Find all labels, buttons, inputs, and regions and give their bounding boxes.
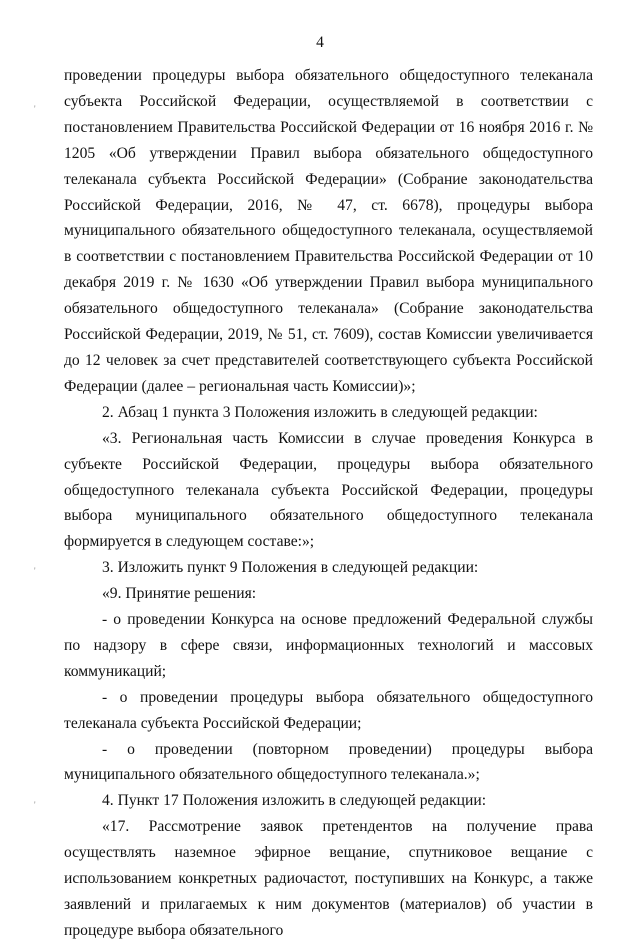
paragraph-continuation: проведении процедуры выбора обязательного общедоступного телеканала субъекта Российской Федерации, осуществляемой в соответствии с постановлением Правительства Российской Федерации от 16 ноября 2016 г. № 1205 «Об утверждении Правил выбора обязательного общедоступного телеканала субъекта Российской Федерации» (Собрание законодательства Российской Федерации, 2016, № 47, ст. 6678), процедуры выбора муниципального обязательного общедоступного телеканала, осуществляемой в соответствии с постановлением Правительства Российской Федерации от 10 декабря 2019 г. № 1630 «Об утверждении Правил выбора муниципального обязательного общедоступного телеканала» (Собрание законодательства Российской Федерации, 2019, № 51, ст. 7609), состав Комиссии увеличивается до 12 человек за счет представителей соответствующего субъекта Российской Федерации (далее – региональная часть Комиссии)»; <box>64 67 593 395</box>
page-number: 4 <box>316 34 324 51</box>
paragraph-item-4: 4. Пункт 17 Положения изложить в следующей редакции: <box>102 792 487 810</box>
paragraph-item-2: 2. Абзац 1 пункта 3 Положения изложить в следующей редакции: <box>102 403 538 421</box>
scan-mark: ' <box>34 800 36 810</box>
scan-mark: ' <box>34 566 36 576</box>
paragraph-item-3: 3. Изложить пункт 9 Положения в следующей редакции: <box>102 559 479 577</box>
document-body <box>64 63 593 944</box>
scan-mark: ' <box>34 104 36 114</box>
paragraph-quote-17: «17. Рассмотрение заявок претендентов на получение права осуществлять наземное эфирное вещание, спутниковое вещание с использованием конкретных радиочастот, поступивших на Конкурс, а также заявлений и прилагаемых к ним документов (материалов) об участии в процедуре выбора обязательного <box>64 818 593 939</box>
list-item-municipal-channel: - о проведении (повторном проведении) процедуры выбора муниципального обязательного общедоступного телеканала.»; <box>64 740 593 784</box>
list-item-regional-channel: - о проведении процедуры выбора обязательного общедоступного телеканала субъекта Российской Федерации; <box>64 688 593 732</box>
paragraph-quote-3: «3. Региональная часть Комиссии в случае проведения Конкурса в субъекте Российской Федерации, процедуры выбора обязательного общедоступного телеканала субъекта Российской Федерации, процедуры выбора муниципального обязательного общедоступного телеканала формируется в следующем составе:»; <box>64 429 593 551</box>
list-item-contest: - о проведении Конкурса на основе предложений Федеральной службы по надзору в сфере связи, информационных технологий и массовых коммуникаций; <box>64 611 593 680</box>
paragraph-quote-9: «9. Принятие решения: <box>102 585 257 603</box>
